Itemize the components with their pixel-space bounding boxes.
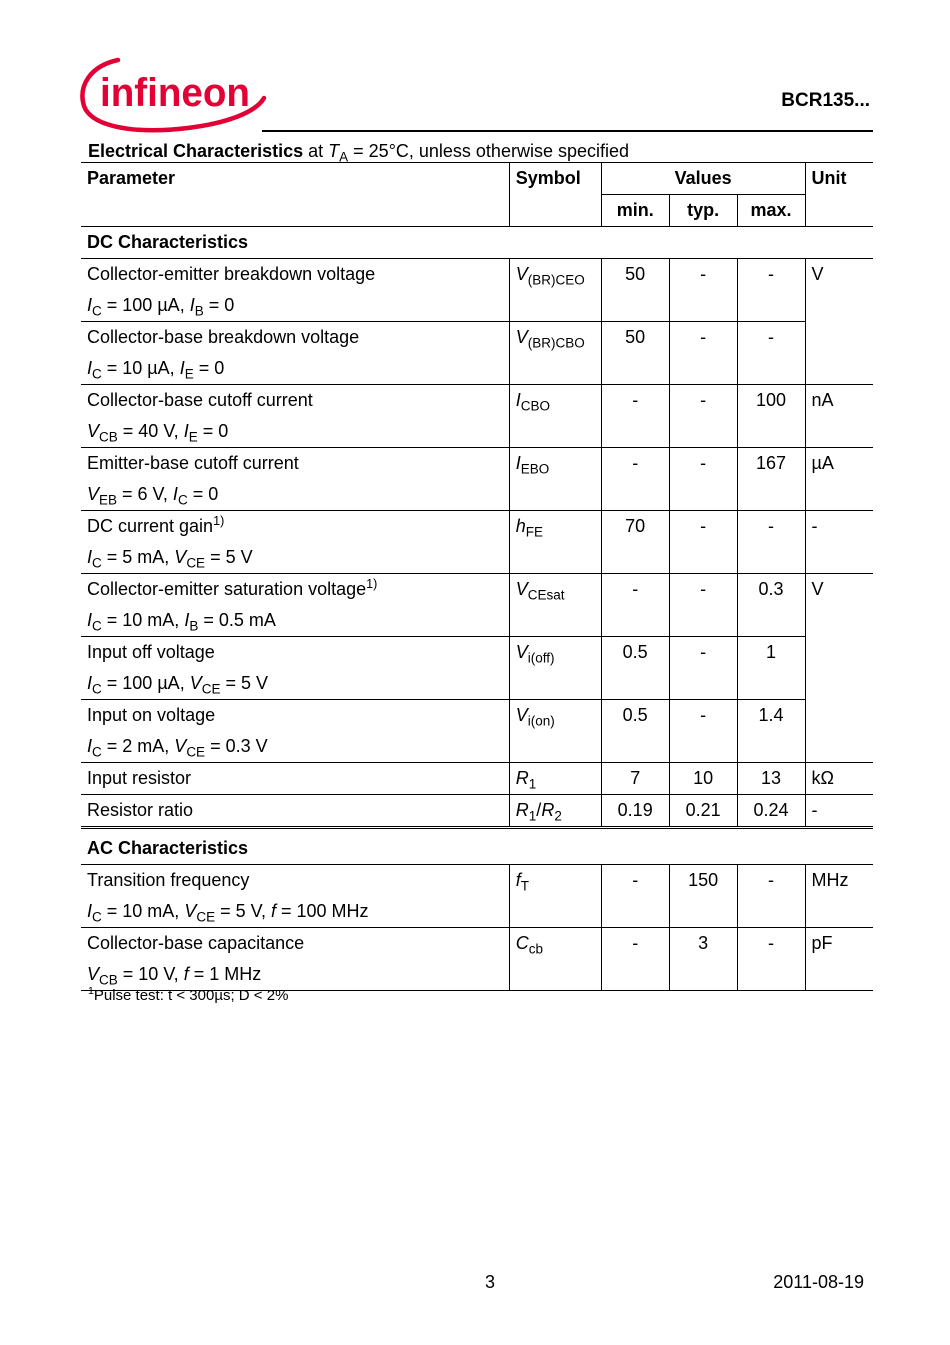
min-cell: 7 bbox=[601, 763, 669, 795]
symbol-cell: $V_{(BR)CBO}$ bbox=[509, 322, 601, 385]
table-row bbox=[81, 928, 873, 991]
min-cell: - bbox=[601, 448, 669, 511]
min-cell: 0.5 bbox=[601, 637, 669, 700]
symbol-cell: $f_T$ bbox=[509, 865, 601, 928]
parameter-cell: Input off voltage $I_C = 100$ µA, $V_{CE} = 5$ V bbox=[81, 637, 509, 700]
unit-cell: V bbox=[805, 259, 873, 385]
header-max: max. bbox=[737, 195, 805, 227]
table-row bbox=[81, 574, 873, 637]
max-cell: 0.3 bbox=[737, 574, 805, 637]
min-cell: 50 bbox=[601, 259, 669, 322]
unit-cell: MHz bbox=[805, 865, 873, 928]
section-dc bbox=[81, 227, 873, 259]
max-cell: 1 bbox=[737, 637, 805, 700]
symbol-cell: $R_1/R_2$ bbox=[509, 795, 601, 828]
unit-cell: kΩ bbox=[805, 763, 873, 795]
max-cell: 1.4 bbox=[737, 700, 805, 763]
typ-cell: - bbox=[669, 700, 737, 763]
symbol-cell: $C_{cb}$ bbox=[509, 928, 601, 991]
unit-cell: - bbox=[805, 511, 873, 574]
typ-cell: 10 bbox=[669, 763, 737, 795]
min-cell: 70 bbox=[601, 511, 669, 574]
parameter-cell: Collector-base cutoff current $V_{CB} = 40$ V, $I_E = 0$ bbox=[81, 385, 509, 448]
document-date: 2011-08-19 bbox=[773, 1272, 864, 1292]
typ-cell: - bbox=[669, 574, 737, 637]
header-values: Values bbox=[601, 163, 805, 195]
section-title: AC Characteristics bbox=[87, 838, 249, 858]
parameter-cell: Transition frequency $I_C = 10$ mA, $V_{CE} = 5$ V, f = 100 MHz bbox=[81, 865, 509, 928]
max-cell: 13 bbox=[737, 763, 805, 795]
footnote: $^1$Pulse test: t < 300µs; D < 2% bbox=[88, 985, 289, 1004]
parameter-cell: Resistor ratio bbox=[81, 795, 509, 828]
symbol-cell: $V_{i(off)}$ bbox=[509, 637, 601, 700]
typ-cell: - bbox=[669, 511, 737, 574]
table-row bbox=[81, 385, 873, 448]
symbol-cell: $R_1$ bbox=[509, 763, 601, 795]
header-unit: Unit bbox=[805, 163, 873, 227]
typ-cell: - bbox=[669, 322, 737, 385]
infineon-logo bbox=[78, 50, 268, 134]
max-cell: - bbox=[737, 322, 805, 385]
symbol-cell: $I_{EBO}$ bbox=[509, 448, 601, 511]
table-row bbox=[81, 795, 873, 828]
parameter-cell: Collector-base breakdown voltage $I_C = 10$ µA, $I_E = 0$ bbox=[81, 322, 509, 385]
parameter-cell: Input on voltage $I_C = 2$ mA, $V_{CE} = 0.3$ V bbox=[81, 700, 509, 763]
typ-cell: 3 bbox=[669, 928, 737, 991]
parameter-cell: Collector-base capacitance $V_{CB} = 10$ V, f = 1 MHz bbox=[81, 928, 509, 991]
parameter-cell: Input resistor bbox=[81, 763, 509, 795]
parameter-cell: Collector-emitter breakdown voltage $I_C = 100$ µA, $I_B = 0$ bbox=[81, 259, 509, 322]
unit-cell: µA bbox=[805, 448, 873, 511]
logo-wordmark: infineon bbox=[100, 71, 250, 115]
header-symbol: Symbol bbox=[509, 163, 601, 227]
min-cell: 0.5 bbox=[601, 700, 669, 763]
symbol-cell: $I_{CBO}$ bbox=[509, 385, 601, 448]
table-row bbox=[81, 448, 873, 511]
parameter-cell: Emitter-base cutoff current $V_{EB} = 6$ V, $I_C = 0$ bbox=[81, 448, 509, 511]
unit-cell: V bbox=[805, 574, 873, 763]
max-cell: - bbox=[737, 928, 805, 991]
max-cell: - bbox=[737, 259, 805, 322]
typ-cell: - bbox=[669, 385, 737, 448]
symbol-cell: $V_{CEsat}$ bbox=[509, 574, 601, 637]
max-cell: - bbox=[737, 865, 805, 928]
section-title: DC Characteristics bbox=[81, 227, 873, 259]
section-ac bbox=[81, 828, 873, 865]
max-cell: 167 bbox=[737, 448, 805, 511]
min-cell: - bbox=[601, 574, 669, 637]
unit-cell: nA bbox=[805, 385, 873, 448]
min-cell: 0.19 bbox=[601, 795, 669, 828]
typ-cell: - bbox=[669, 448, 737, 511]
table-row bbox=[81, 511, 873, 574]
min-cell: - bbox=[601, 865, 669, 928]
unit-cell: pF bbox=[805, 928, 873, 991]
min-cell: - bbox=[601, 385, 669, 448]
table-row bbox=[81, 865, 873, 928]
page-number: 3 bbox=[485, 1272, 496, 1292]
symbol-cell: $h_{FE}$ bbox=[509, 511, 601, 574]
electrical-characteristics-table bbox=[81, 162, 873, 991]
parameter-cell: DC current gain$^{1)}$ $I_C = 5$ mA, $V_{CE} = 5$ V bbox=[81, 511, 509, 574]
typ-cell: 0.21 bbox=[669, 795, 737, 828]
table-row bbox=[81, 637, 873, 700]
typ-cell: - bbox=[669, 259, 737, 322]
header-typ: typ. bbox=[669, 195, 737, 227]
typ-cell: 150 bbox=[669, 865, 737, 928]
min-cell: 50 bbox=[601, 322, 669, 385]
table-row bbox=[81, 259, 873, 322]
header-row bbox=[81, 163, 873, 195]
header-min: min. bbox=[601, 195, 669, 227]
header-parameter: Parameter bbox=[81, 163, 509, 227]
part-number: BCR135... bbox=[781, 90, 870, 111]
min-cell: - bbox=[601, 928, 669, 991]
symbol-cell: $V_{(BR)CEO}$ bbox=[509, 259, 601, 322]
max-cell: 100 bbox=[737, 385, 805, 448]
table-caption: Electrical Characteristics at $T_A = 25^\circ C$, unless otherwise specified bbox=[88, 141, 630, 165]
table-row bbox=[81, 700, 873, 763]
max-cell: 0.24 bbox=[737, 795, 805, 828]
table-row bbox=[81, 763, 873, 795]
unit-cell: - bbox=[805, 795, 873, 828]
table-row bbox=[81, 322, 873, 385]
parameter-cell: Collector-emitter saturation voltage$^{1)}$ $I_C = 10$ mA, $I_B = 0.5$ mA bbox=[81, 574, 509, 637]
header-rule bbox=[262, 130, 873, 132]
typ-cell: - bbox=[669, 637, 737, 700]
symbol-cell: $V_{i(on)}$ bbox=[509, 700, 601, 763]
max-cell: - bbox=[737, 511, 805, 574]
